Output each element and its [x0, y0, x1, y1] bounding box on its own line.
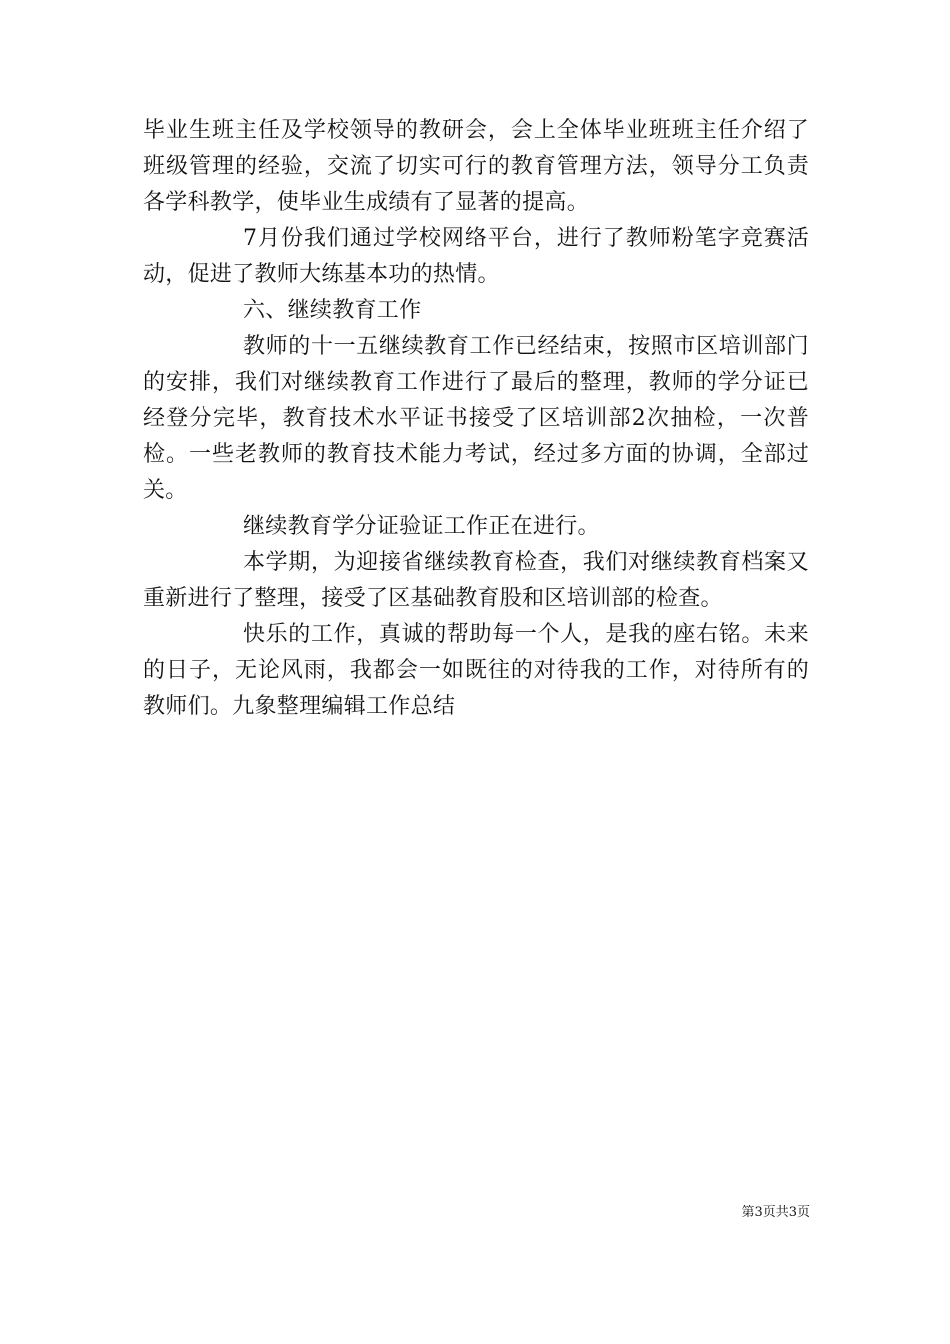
page-number-footer: 第3页共3页: [741, 1205, 810, 1220]
paragraph-continuing-education-summary: 教师的十一五继续教育工作已经结束，按照市区培训部门的安排，我们对继续教育工作进行了最后的整理，教师的学分证已经登分完毕，教育技术水平证书接受了区培训部2次抽检，一次普检。一些老教师的教育技术能力考试，经过多方面的协调，全部过关。: [143, 334, 809, 503]
paragraph-archive-inspection: 本学期，为迎接省继续教育检查，我们对继续教育档案又重新进行了整理，接受了区基础教育股和区培训部的检查。: [143, 550, 809, 611]
paragraph-credit-verification: 继续教育学分证验证工作正在进行。: [243, 514, 600, 539]
document-body: [143, 113, 809, 725]
paragraph-closing-motto: 快乐的工作，真诚的帮助每一个人，是我的座右铭。未来的日子，无论风雨，我都会一如既往的对待我的工作，对待所有的教师们。九象整理编辑工作总结: [143, 622, 809, 719]
section-heading-continuing-education: 六、继续教育工作: [243, 298, 422, 323]
paragraph-chalk-contest: 7月份我们通过学校网络平台，进行了教师粉笔字竞赛活动，促进了教师大练基本功的热情。: [143, 226, 809, 287]
paragraph-continuation: 毕业生班主任及学校领导的教研会，会上全体毕业班班主任介绍了班级管理的经验，交流了切实可行的教育管理方法，领导分工负责各学科教学，使毕业生成绩有了显著的提高。: [143, 118, 809, 215]
